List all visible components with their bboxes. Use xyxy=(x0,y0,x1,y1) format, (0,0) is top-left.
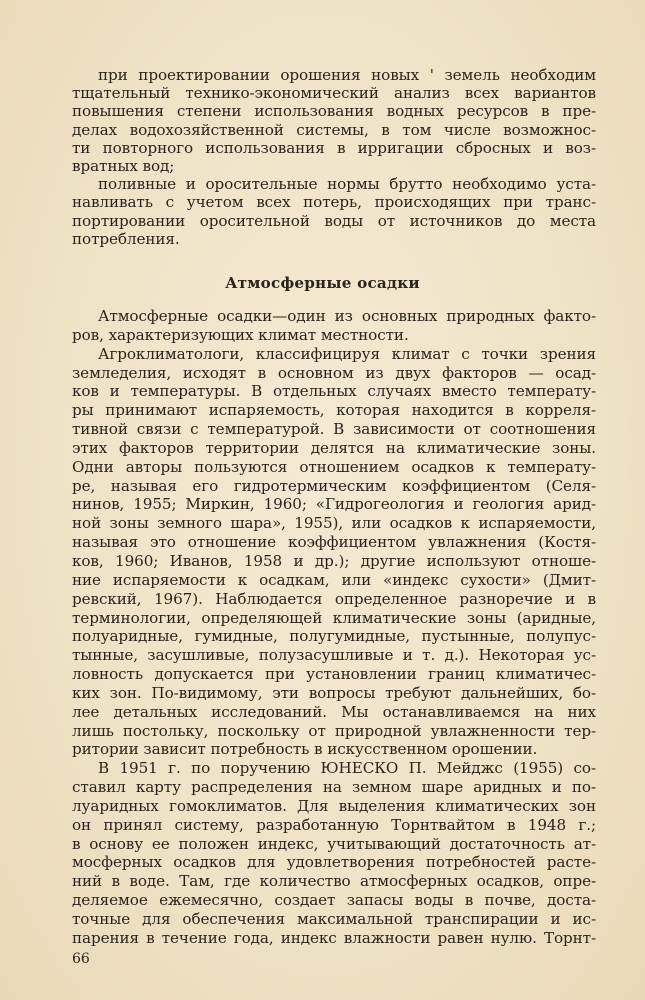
text-line: повышения степени использования водных ресурсов в пре- xyxy=(72,102,596,121)
text-line: ков и температуры. В отдельных случаях вместо температу- xyxy=(72,382,596,401)
text-line: терминологии, определяющей климатические зоны (аридные, xyxy=(72,608,596,627)
text-line: поливные и оросительные нормы брутто необходимо уста- xyxy=(98,175,596,194)
text-line: ры принимают испаряемость, которая находится в корреля- xyxy=(72,401,596,420)
text-line: этих факторов территории делятся на климатические зоны. xyxy=(72,438,596,457)
text-line: лишь постольку, поскольку от природной увлажненности тер- xyxy=(72,721,596,740)
text-line: ре, называя его гидротермическим коэффициентом (Селя- xyxy=(72,476,596,495)
text-line: ставил карту распределения на земном шаре аридных и по- xyxy=(72,778,596,797)
page-number: 66 xyxy=(72,951,90,967)
text-line: вратных вод; xyxy=(72,157,175,176)
text-line: при проектировании орошения новых ' земель необходим xyxy=(98,66,596,84)
text-line: ной зоны земного шара», 1955), или осадков к испаряемости, xyxy=(72,514,596,533)
text-line: луаридных гомоклиматов. Для выделения климатических зон xyxy=(72,796,596,815)
text-line: потребления. xyxy=(72,229,180,248)
text-line: он принял систему, разработанную Торнтвайтом в 1948 г.; xyxy=(72,815,596,834)
text-line: ков, 1960; Иванов, 1958 и др.); другие используют отноше- xyxy=(72,551,596,570)
text-line: тивной связи с температурой. В зависимости от соотношения xyxy=(72,420,596,439)
text-line: ких зон. По-видимому, эти вопросы требуют дальнейших, бо- xyxy=(72,683,596,702)
text-line: ние испаряемости к осадкам, или «индекс сухости» (Дмит- xyxy=(72,570,596,589)
text-line: точные для обеспечения максимальной транспирации и ис- xyxy=(72,910,596,928)
text-line: тщательный технико-экономический анализ всех вариантов xyxy=(72,84,596,103)
section-heading: Атмосферные осадки xyxy=(225,274,420,292)
text-line: ров, характеризующих климат местности. xyxy=(72,325,409,344)
text-line: ловность допускается при установлении границ климатичес- xyxy=(72,665,596,684)
text-line: Одни авторы пользуются отношением осадков к температу- xyxy=(72,457,596,476)
text-line: ритории зависит потребность в искусственном орошении. xyxy=(72,740,538,759)
main-text-block xyxy=(72,307,596,948)
text-line: ти повторного использования в ирригации сбросных и воз- xyxy=(72,138,596,157)
text-line: парения в течение года, индекс влажности равен нулю. Торнт- xyxy=(72,928,596,947)
text-line: в основу ее положен индекс, учитывающий достаточность ат- xyxy=(72,834,596,853)
text-line: ний в воде. Там, где количество атмосферных осадков, опре- xyxy=(72,872,596,891)
text-line: навливать с учетом всех потерь, происходящих при транс- xyxy=(72,193,596,212)
text-line: деляемое ежемесячно, создает запасы воды в почве, доста- xyxy=(72,891,596,910)
text-line: нинов, 1955; Миркин, 1960; «Гидрогеология и геология арид- xyxy=(72,495,596,514)
text-line: земледелия, исходят в основном из двух факторов — осад- xyxy=(72,363,596,382)
text-line: Агроклиматологи, классифицируя климат с точки зрения xyxy=(98,344,596,363)
text-line: портировании оросительной воды от источников до места xyxy=(72,211,596,230)
text-line: ревский, 1967). Наблюдается определенное разноречие и в xyxy=(72,589,596,608)
text-line: называя это отношение коэффициентом увлажнения (Костя- xyxy=(72,533,596,552)
intro-text-block xyxy=(72,66,596,248)
text-line: полуаридные, гумидные, полугумидные, пустынные, полупус- xyxy=(72,627,596,646)
text-line: мосферных осадков для удовлетворения потребностей расте- xyxy=(72,853,596,872)
text-line: В 1951 г. по поручению ЮНЕСКО П. Мейджс (1955) со- xyxy=(98,759,596,778)
text-line: делах водохозяйственной системы, в том числе возможнос- xyxy=(72,120,596,139)
text-line: тынные, засушливые, полузасушливые и т. д.). Некоторая ус- xyxy=(72,646,596,665)
text-line: лее детальных исследований. Мы останавливаемся на них xyxy=(72,702,596,721)
text-line: Атмосферные осадки—один из основных природных факто- xyxy=(98,307,596,325)
